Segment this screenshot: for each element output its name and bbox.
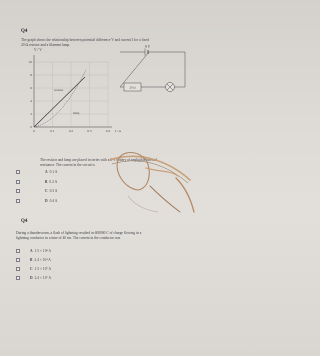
y-tick-2: 2 <box>30 112 32 116</box>
x-tick-0-2: 0.2 <box>68 129 74 133</box>
y-tick-6: 6 <box>30 86 32 90</box>
question-2-body-line-1: During a thunderstorm, a flash of lightning resulted in 600000 C of charge flowing in a <box>16 231 142 235</box>
x-tick-0-1: 0.1 <box>50 129 55 133</box>
q2-option-d: D 2.4 × 10⁷ A <box>30 276 52 280</box>
q1-option-b: B 0.2 A <box>45 180 58 184</box>
lamp-curve-label: lamp <box>73 111 80 115</box>
glasses-lens-rim <box>117 153 149 191</box>
circuit-resistor-label: 20 Ω <box>129 85 136 90</box>
q2-option-c: C 1.5 × 10⁷ A <box>30 267 52 271</box>
question-1-intro-line-1: The graph shows the relationship between potential difference V and current I for a fixed <box>21 38 149 42</box>
glasses-temple-arm-right <box>176 178 194 212</box>
y-tick-8: 8 <box>30 73 32 77</box>
glasses-shadow <box>128 196 158 212</box>
question-1-body-line-2: resistance. The current in the circuit is <box>40 162 95 167</box>
x-tick-0-4: 0.4 <box>105 129 111 133</box>
glasses-temple-arm-upper-shadow <box>112 161 188 183</box>
q2-option-a: A 1.5 × 10⁴ A <box>30 249 52 253</box>
x-tick-0-3: 0.3 <box>87 129 92 133</box>
q2-option-b: B 2.4 × 10⁴ A <box>30 258 51 262</box>
question-2-number: Q4 <box>21 219 28 224</box>
question-1-intro-line-2: 20 Ω resistor and a filament lamp. <box>21 42 71 47</box>
question-1-number: Q4 <box>21 29 28 34</box>
glasses-rim-lower <box>150 186 180 212</box>
question-2-body-line-2: lightning conductor in a time of 40 ms. The current in the conductor was <box>16 235 121 240</box>
q1-option-c: C 0.3 A <box>45 189 58 193</box>
x-tick-0: 0 <box>33 129 35 133</box>
battery-label: 9 V <box>145 45 151 49</box>
graph-x-axis-label: I / A <box>114 129 122 133</box>
q1-option-a: A 0.1 A <box>45 170 58 174</box>
y-tick-4: 4 <box>30 99 32 103</box>
y-tick-0: 0 <box>30 125 32 129</box>
resistor-curve-label: resistor <box>54 88 64 92</box>
q1-option-d: D 0.4 A <box>45 199 58 203</box>
y-tick-10: 10 <box>28 60 32 64</box>
question-1-body-line-1: The resistor and lamp are placed in series with a 9 V battery of negligible internal <box>40 158 158 162</box>
graph-y-axis-label: V / V <box>34 48 42 52</box>
